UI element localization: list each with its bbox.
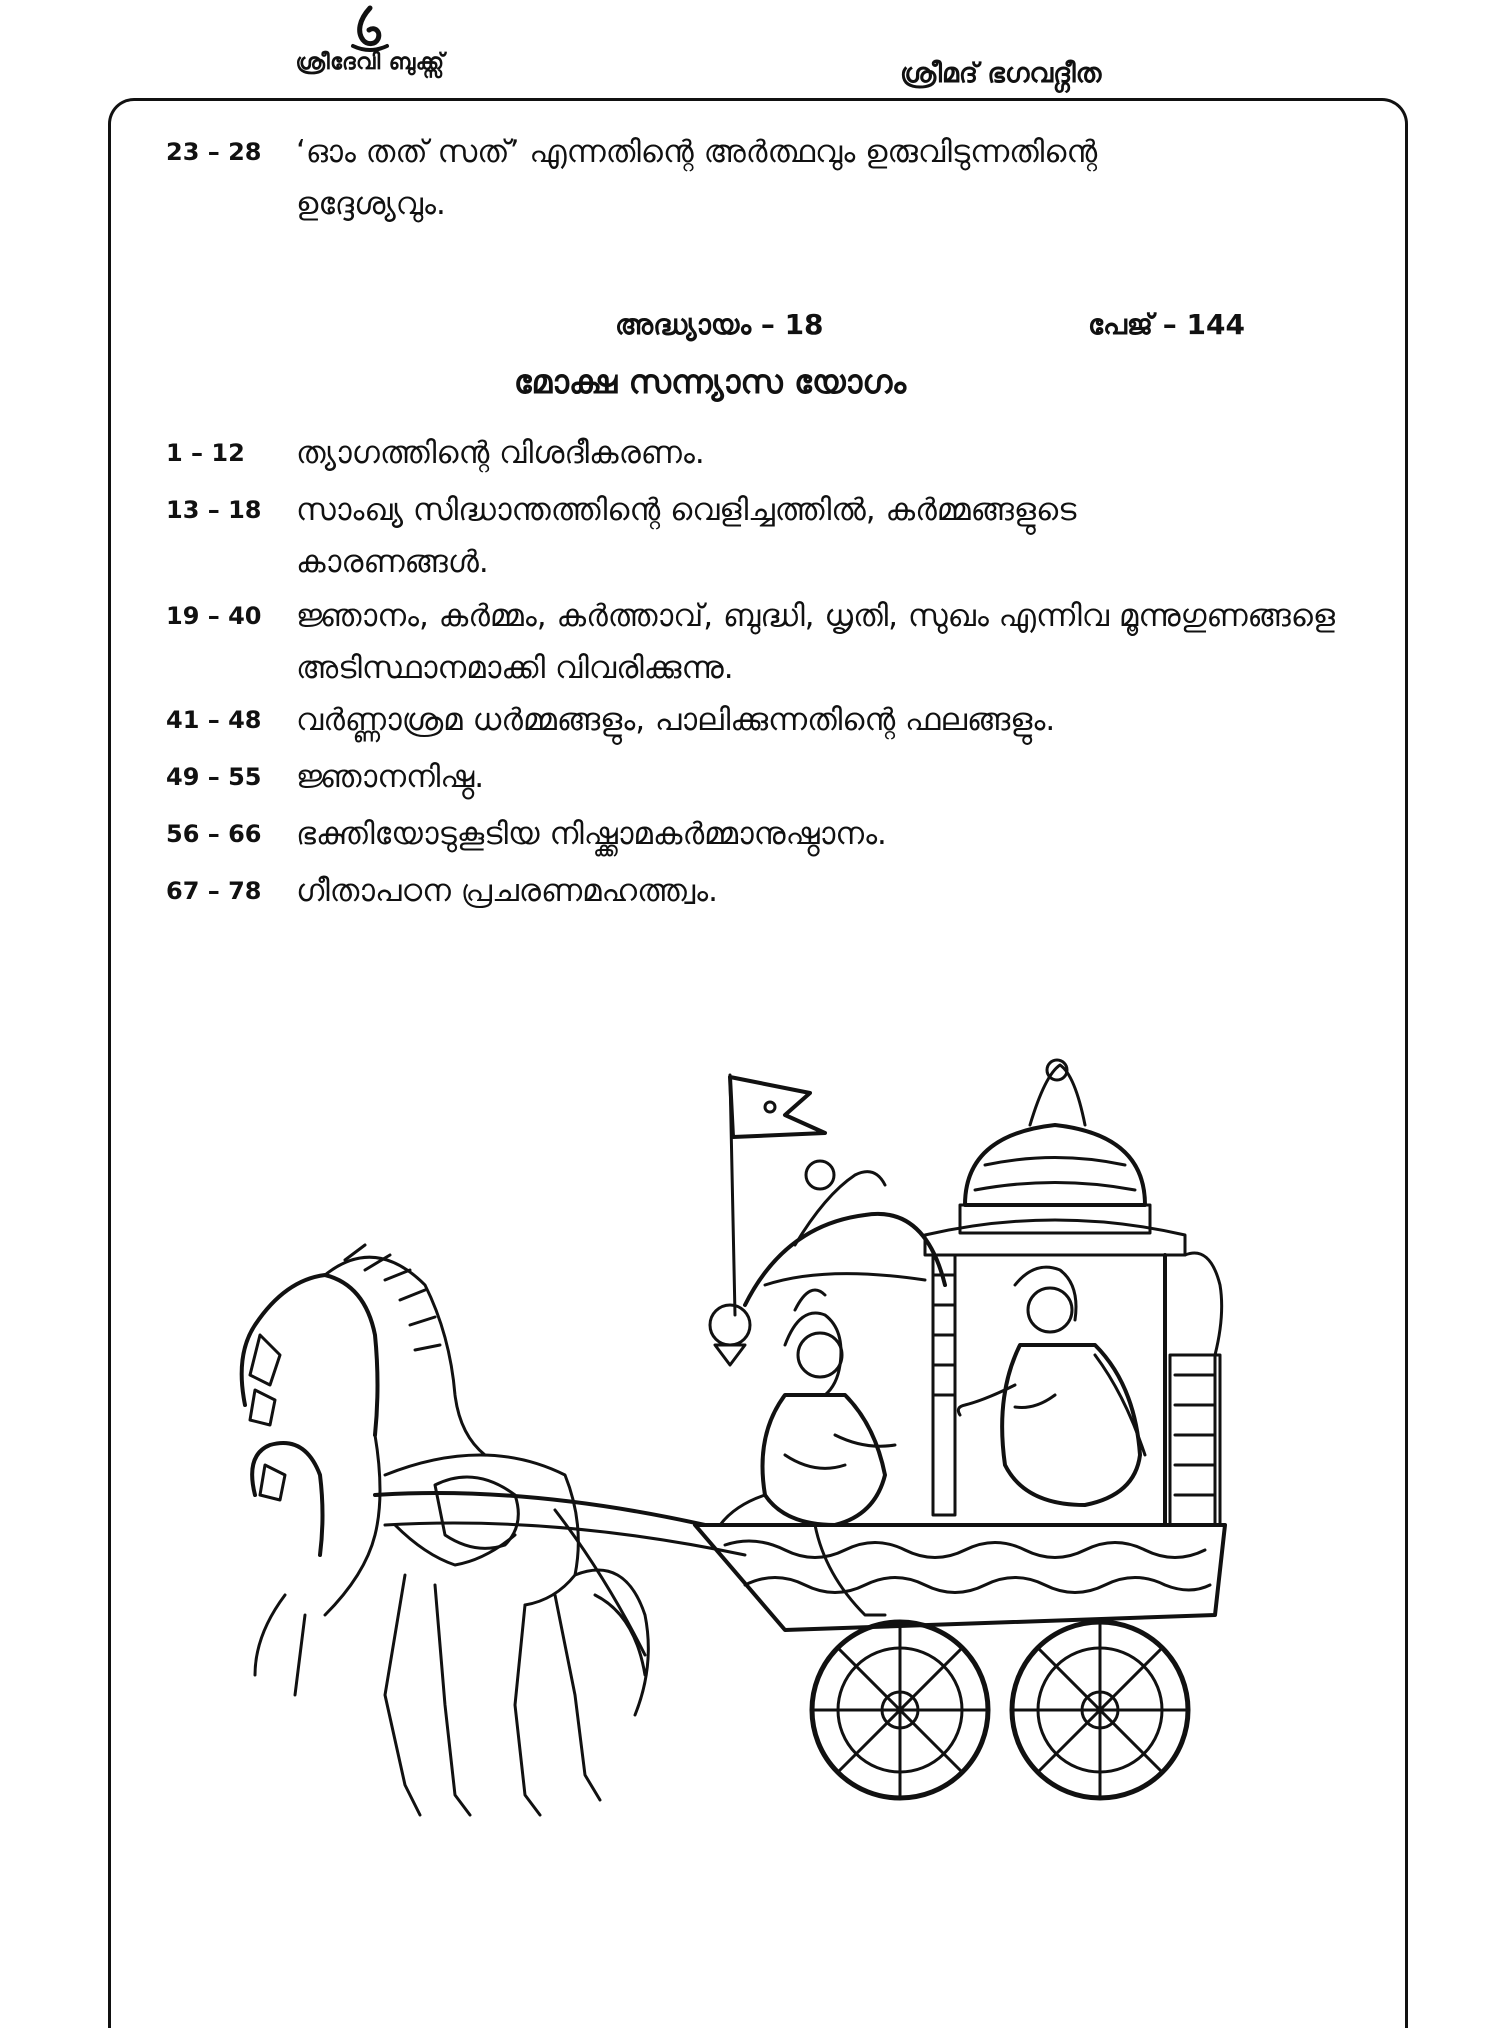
dome xyxy=(925,1060,1185,1255)
header-publisher xyxy=(240,4,500,75)
verse-range: 19 – 40 xyxy=(166,602,262,630)
toc-entry xyxy=(166,427,1346,479)
lamp-logo-icon xyxy=(347,4,393,54)
book-title: ശ്രീമദ് ഭഗവദ്ഗീത xyxy=(900,58,1102,89)
verse-range: 49 – 55 xyxy=(166,763,262,791)
chariot-pillars xyxy=(933,1253,1222,1525)
verse-range: 1 – 12 xyxy=(166,439,245,467)
toc-entry xyxy=(166,808,1346,860)
verse-range: 23 – 28 xyxy=(166,138,262,166)
chariot-illustration xyxy=(225,1055,1345,1905)
chariot-wheel-left xyxy=(812,1622,988,1798)
horse-front xyxy=(242,1245,485,1615)
entry-text: വർണ്ണാശ്രമ ധർമ്മങ്ങളും, പാലിക്കുന്നതിന്റെ ഫലങ്ങളും. xyxy=(296,702,1056,738)
toc-entry-top xyxy=(166,126,1346,230)
entry-text: ഭക്തിയോടുകൂടിയ നിഷ്ക്കാമകർമ്മാനുഷ്ഠാനം. xyxy=(296,816,887,852)
toc-entry xyxy=(166,694,1346,746)
chariot-body xyxy=(695,1525,1225,1630)
entry-text: ത്യാഗത്തിന്റെ വിശദീകരണം. xyxy=(296,435,705,471)
flag-icon xyxy=(730,1075,825,1315)
entry-text: ഗീതാപഠന പ്രചരണമഹത്ത്വം. xyxy=(296,873,718,909)
verse-range: 56 – 66 xyxy=(166,820,262,848)
verse-range: 41 – 48 xyxy=(166,706,262,734)
toc-entry xyxy=(166,590,1346,694)
verse-range: 67 – 78 xyxy=(166,877,262,905)
publisher-name: ശ്രീദേവി ബുക്ക്സ് xyxy=(295,50,445,75)
verse-range: 13 – 18 xyxy=(166,496,262,524)
horse-rear xyxy=(252,1443,648,1815)
chapter-page: പേജ് – 144 xyxy=(1088,308,1245,341)
reins xyxy=(375,1493,745,1655)
toc-entry xyxy=(166,751,1346,803)
warrior-figure xyxy=(958,1267,1145,1505)
entry-text: ജ്ഞാനം, കർമ്മം, കർത്താവ്, ബുദ്ധി, ധൃതി, സുഖം എന്നിവ മൂന്നുഗുണങ്ങളെ അടിസ്ഥാനമാക്കി വിവരിക്കുന്നു. xyxy=(296,598,1336,686)
toc-entry xyxy=(166,484,1346,588)
chariot-wheel-right xyxy=(1012,1622,1188,1798)
entry-text: ജ്ഞാനനിഷ്ഠ. xyxy=(296,759,485,795)
toc-entry xyxy=(166,865,1346,917)
entry-text: ‘ഓം തത് സത്’ എന്നതിന്റെ അർത്ഥവും ഉരുവിടുന്നതിന്റെ ഉദ്ദേശ്യവും. xyxy=(296,134,1098,222)
chapter-title: മോക്ഷ സന്ന്യാസ യോഗം xyxy=(513,362,907,401)
entry-text: സാംഖ്യ സിദ്ധാന്തത്തിന്റെ വെളിച്ചത്തിൽ, കർമ്മങ്ങളുടെ കാരണങ്ങൾ. xyxy=(296,492,1077,580)
chapter-label: അദ്ധ്യായം – 18 xyxy=(615,308,824,341)
